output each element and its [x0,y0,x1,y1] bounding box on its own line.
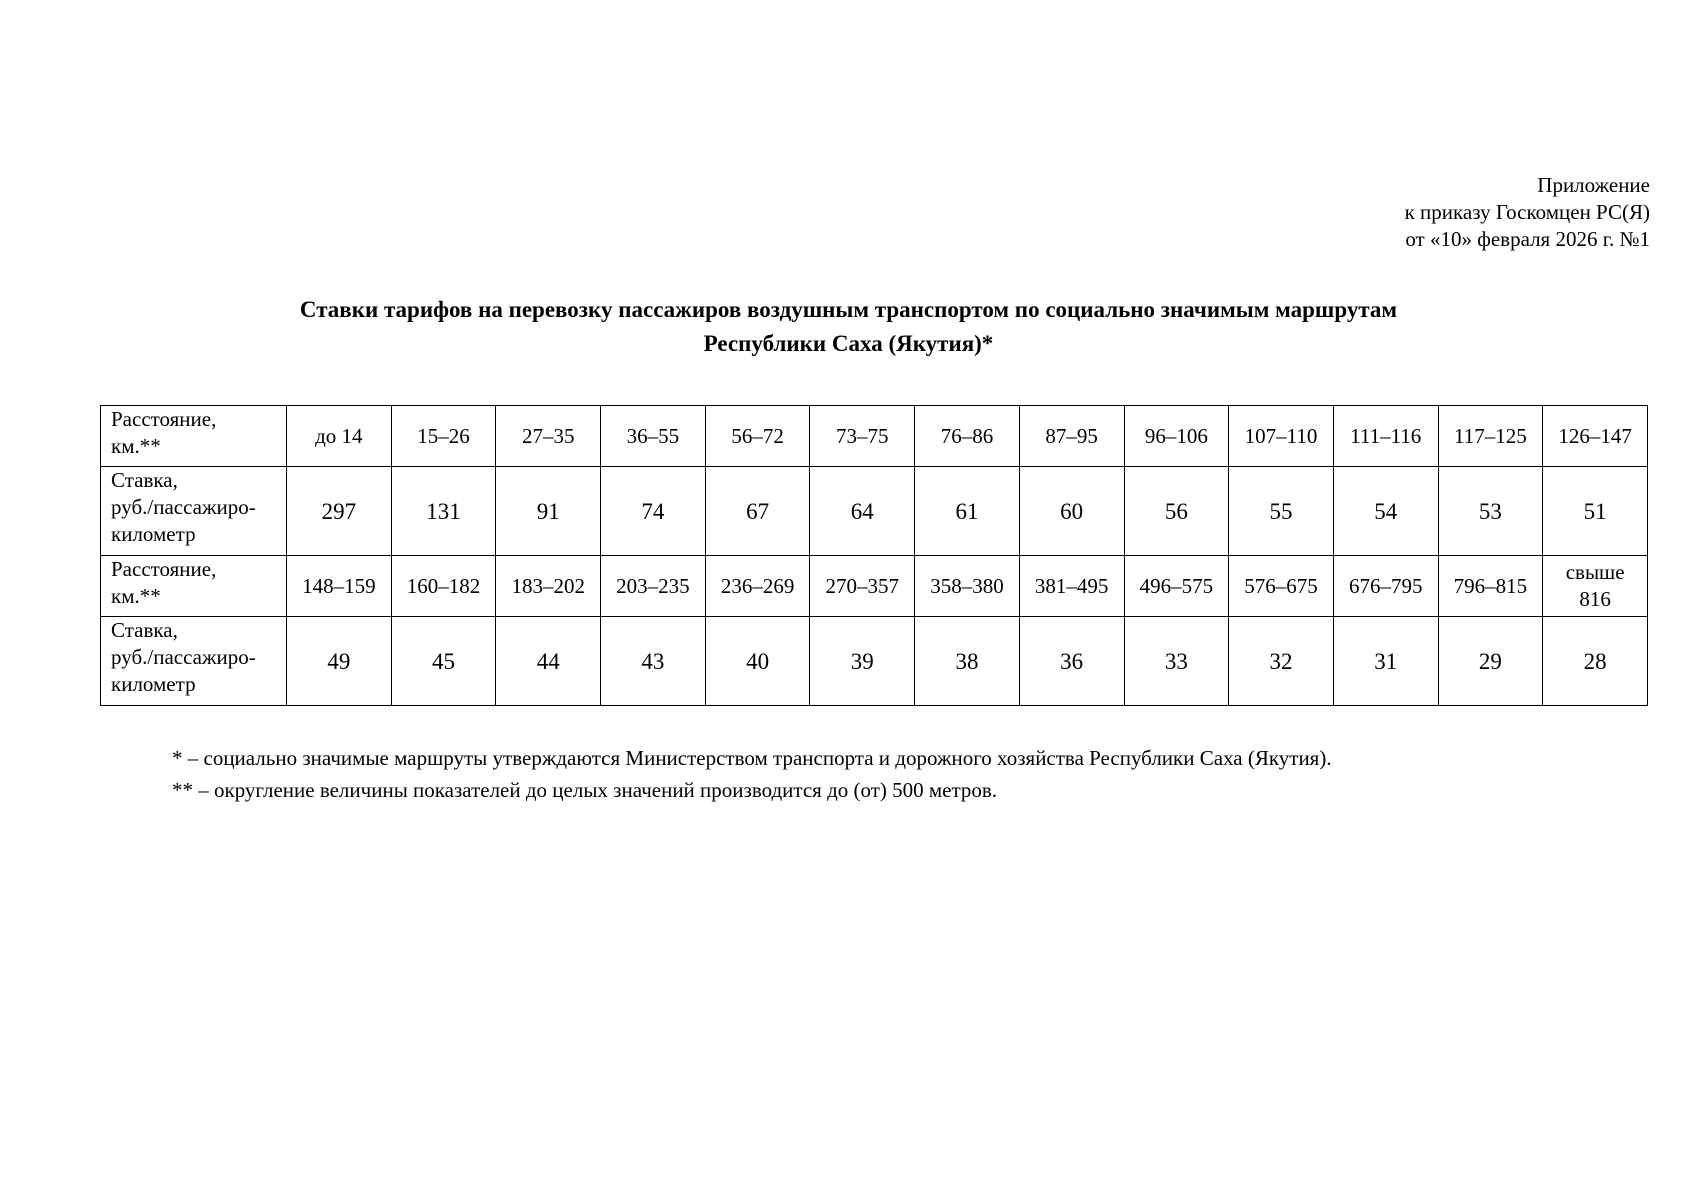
rate-cell: 49 [287,617,392,706]
rate-cell: 91 [496,467,601,556]
rate-cell: 33 [1124,617,1229,706]
rate-cell: 43 [601,617,706,706]
rate-cell: 44 [496,617,601,706]
distance-cell: 107–110 [1229,406,1334,467]
row-label-rate: Ставка, руб./пассажиро- километр [101,617,287,706]
distance-cell: 36–55 [601,406,706,467]
distance-cell: 73–75 [810,406,915,467]
distance-cell: 76–86 [915,406,1020,467]
rate-cell: 36 [1019,617,1124,706]
table-row-distance-2 [101,556,1648,617]
distance-cell: 358–380 [915,556,1020,617]
distance-cell: 27–35 [496,406,601,467]
rate-cell: 64 [810,467,915,556]
rate-cell: 67 [705,467,810,556]
rate-cell: 54 [1333,467,1438,556]
footnote-2: ** – округление величины показателей до целых значений производится до (от) 500 метров. [172,778,998,802]
distance-cell: 160–182 [391,556,496,617]
rate-cell: 131 [391,467,496,556]
row-label-distance: Расстояние, км.** [101,406,287,467]
rate-cell: 32 [1229,617,1334,706]
rate-cell: 40 [705,617,810,706]
appendix-line-1: Приложение [1537,173,1650,197]
distance-cell: 576–675 [1229,556,1334,617]
distance-cell: 117–125 [1438,406,1543,467]
rate-cell: 39 [810,617,915,706]
distance-cell: 15–26 [391,406,496,467]
rate-cell: 55 [1229,467,1334,556]
distance-cell: 148–159 [287,556,392,617]
table-row-distance-1 [101,406,1648,467]
rate-cell: 38 [915,617,1020,706]
distance-cell: 56–72 [705,406,810,467]
distance-cell: 676–795 [1333,556,1438,617]
rate-cell: 53 [1438,467,1543,556]
rate-cell: 297 [287,467,392,556]
footnotes [172,742,1332,806]
appendix-line-2: к приказу Госкомцен РС(Я) [1404,200,1650,224]
rate-cell: 60 [1019,467,1124,556]
distance-cell-last: свыше 816 [1543,556,1648,617]
table-row-rate-1 [101,467,1648,556]
rate-cell: 51 [1543,467,1648,556]
footnote-1: * – социально значимые маршруты утверждаются Министерством транспорта и дорожного хозяйства Республики Саха (Якутия). [172,746,1332,770]
rate-cell: 29 [1438,617,1543,706]
distance-cell: 796–815 [1438,556,1543,617]
appendix-block [1405,172,1650,253]
distance-cell: 96–106 [1124,406,1229,467]
rate-cell: 56 [1124,467,1229,556]
distance-cell: 381–495 [1019,556,1124,617]
distance-cell: 496–575 [1124,556,1229,617]
distance-cell: 236–269 [705,556,810,617]
rate-cell: 28 [1543,617,1648,706]
title-line-1: Ставки тарифов на перевозку пассажиров воздушным транспортом по социально значимым маршрутам [299,297,1398,322]
distance-cell: 111–116 [1333,406,1438,467]
rate-cell: 61 [915,467,1020,556]
distance-cell: 203–235 [601,556,706,617]
rate-cell: 31 [1333,617,1438,706]
distance-cell: 126–147 [1543,406,1648,467]
tariff-table [100,405,1648,706]
row-label-rate: Ставка, руб./пассажиро- километр [101,467,287,556]
rate-cell: 45 [391,617,496,706]
row-label-distance: Расстояние, км.** [101,556,287,617]
title-line-2: Республики Саха (Якутия)* [703,331,994,356]
distance-cell: 270–357 [810,556,915,617]
table-row-rate-2 [101,617,1648,706]
document-title [0,293,1697,361]
distance-cell: до 14 [287,406,392,467]
appendix-line-3: от «10» февраля 2026 г. №1 [1405,227,1650,251]
rate-cell: 74 [601,467,706,556]
distance-cell: 183–202 [496,556,601,617]
distance-cell: 87–95 [1019,406,1124,467]
